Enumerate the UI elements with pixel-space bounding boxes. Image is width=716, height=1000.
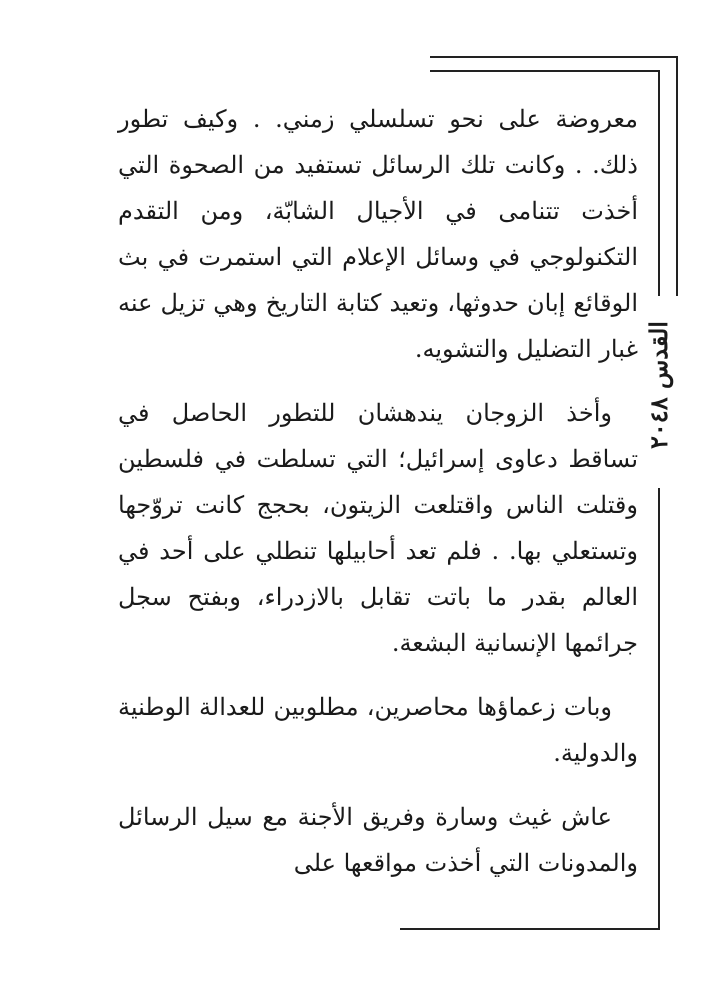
frame-bottom-line [400, 928, 660, 930]
paragraph-3: وبات زعماؤها محاصرين، مطلوبين للعدالة الوطنية والدولية. [118, 693, 638, 767]
frame-top-outer-line [430, 56, 678, 58]
frame-right-outer-line [676, 56, 678, 296]
frame-top-inner-line [430, 70, 660, 72]
paragraph-2: وأخذ الزوجان يندهشان للتطور الحاصل في تساقط دعاوى إسرائيل؛ التي تسلطت في فلسطين وقتلت الناس واقتلعت الزيتون، بحجج كانت تروّجها وتستعلي بها. . فلم تعد أحابيلها تنطلي على أحد في العالم بقدر ما باتت تقابل بالازدراء، وبفتح سجل جرائمها الإنسانية البشعة. [118, 399, 638, 657]
frame-right-inner-line [658, 70, 660, 296]
paragraph-4: عاش غيث وسارة وفريق الأجنة مع سيل الرسائل والمدونات التي أخذت مواقعها على [118, 803, 638, 877]
page-body [118, 96, 638, 904]
frame-right-lower-line [658, 488, 660, 930]
paragraph-1: معروضة على نحو تسلسلي زمني. . وكيف تطور ذلك. . وكانت تلك الرسائل تستفيد من الصحوة التي أخذت تتنامى في الأجيال الشابّة، ومن التقدم التكنولوجي في وسائل الإعلام التي استمرت في بث الوقائع إبان حدوثها، وتعيد كتابة التاريخ وهي تزيل عنه غبار التضليل والتشويه. [118, 105, 638, 363]
running-head-text: القدس ٢٠٤٨ [644, 321, 673, 449]
